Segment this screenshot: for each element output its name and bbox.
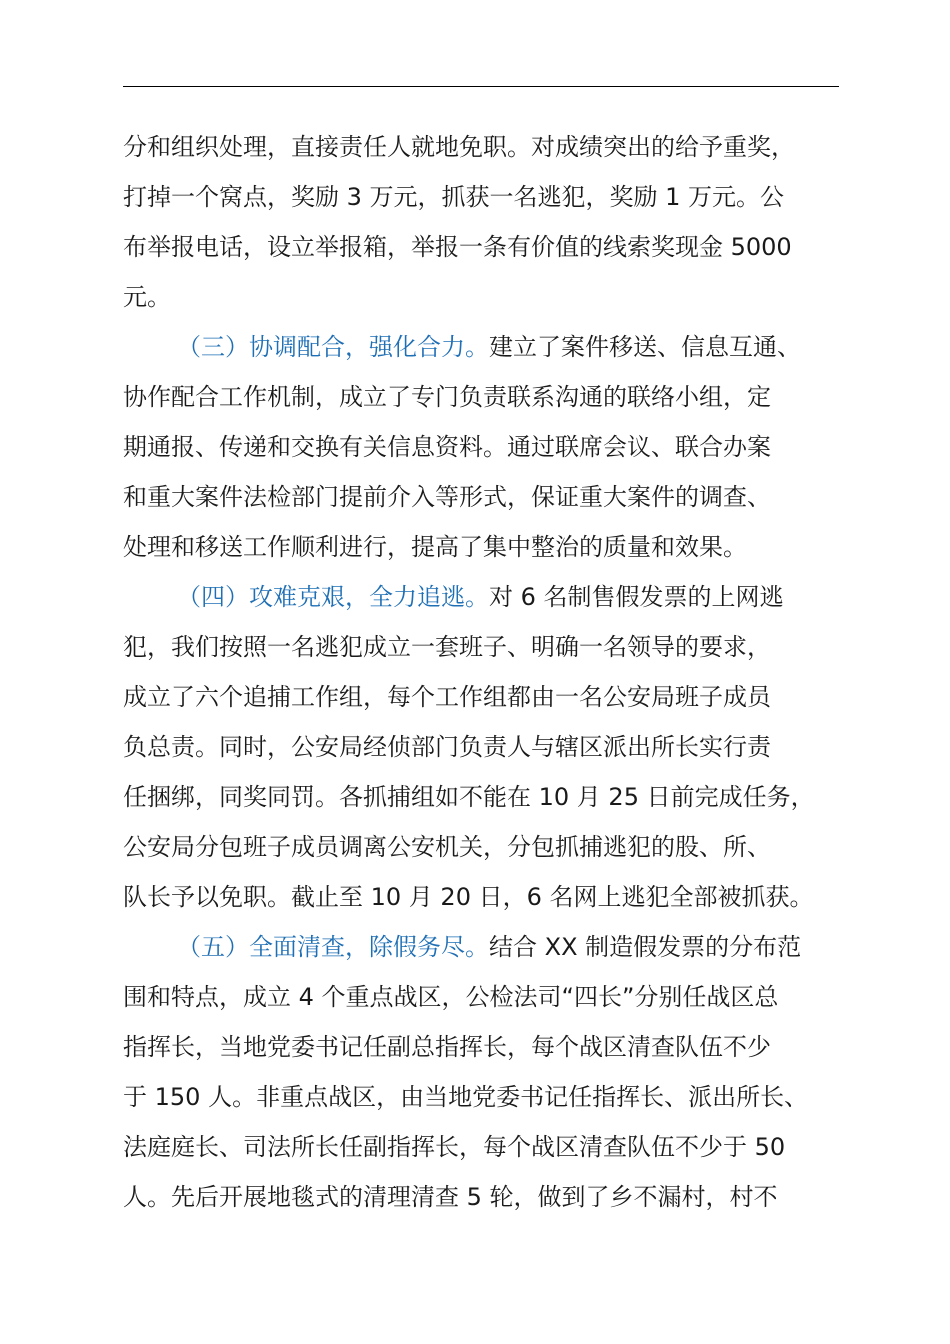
section-heading-line	[177, 922, 801, 972]
text-line	[123, 372, 771, 422]
line-text: 公安局分包班子成员调离公安机关，分包抓捕逃犯的股、所、	[123, 833, 771, 861]
line-text: 结合 XX 制造假发票的分布范	[489, 933, 802, 961]
line-text: 于 150 人。非重点战区，由当地党委书记任指挥长、派出所长、	[123, 1083, 809, 1111]
line-text: 分和组织处理，直接责任人就地免职。对成绩突出的给予重奖，	[123, 133, 795, 161]
section-heading-3: （三）协调配合，强化合力。	[177, 333, 489, 361]
line-text: 期通报、传递和交换有关信息资料。通过联席会议、联合办案	[123, 433, 771, 461]
header-rule	[123, 86, 839, 87]
line-text: 负总责。同时，公安局经侦部门负责人与辖区派出所长实行责	[123, 733, 771, 761]
line-text: 成立了六个追捕工作组，每个工作组都由一名公安局班子成员	[123, 683, 771, 711]
line-text: 和重大案件法检部门提前介入等形式，保证重大案件的调查、	[123, 483, 771, 511]
line-text: 协作配合工作机制，成立了专门负责联系沟通的联络小组，定	[123, 383, 771, 411]
section-heading-5: （五）全面清查，除假务尽。	[177, 933, 489, 961]
text-line	[123, 172, 784, 222]
section-heading-line	[177, 572, 784, 622]
line-text: 法庭庭长、司法所长任副指挥长，每个战区清查队伍不少于 50	[123, 1133, 786, 1161]
line-text: 元。	[123, 283, 171, 311]
text-line	[123, 422, 771, 472]
line-text: 任捆绑，同奖同罚。各抓捕组如不能在 10 月 25 日前完成任务，	[123, 783, 815, 811]
section-heading-line	[177, 322, 801, 372]
line-text: 围和特点，成立 4 个重点战区，公检法司“四长”分别任战区总	[123, 983, 779, 1011]
text-line	[123, 722, 771, 772]
line-text: 对 6 名制售假发票的上网逃	[489, 583, 784, 611]
text-line	[123, 122, 795, 172]
line-text: 队长予以免职。截止至 10 月 20 日，6 名网上逃犯全部被抓获。	[123, 883, 814, 911]
text-line	[123, 622, 771, 672]
text-line	[123, 972, 778, 1022]
section-heading-4: （四）攻难克艰，全力追逃。	[177, 583, 489, 611]
text-line	[123, 472, 771, 522]
text-line	[123, 1072, 808, 1122]
text-line	[123, 222, 792, 272]
text-line	[123, 1172, 778, 1222]
line-text: 人。先后开展地毯式的清理清查 5 轮，做到了乡不漏村，村不	[123, 1183, 778, 1211]
line-text: 指挥长，当地党委书记任副总指挥长，每个战区清查队伍不少	[123, 1033, 771, 1061]
text-line	[123, 1022, 771, 1072]
line-text: 布举报电话，设立举报箱，举报一条有价值的线索奖现金 5000	[123, 233, 792, 261]
text-line	[123, 772, 815, 822]
line-text: 犯，我们按照一名逃犯成立一套班子、明确一名领导的要求，	[123, 633, 771, 661]
text-line	[123, 822, 771, 872]
text-line	[123, 522, 747, 572]
line-text: 建立了案件移送、信息互通、	[489, 333, 801, 361]
text-line	[123, 272, 171, 322]
line-text: 打掉一个窝点，奖励 3 万元，抓获一名逃犯，奖励 1 万元。公	[123, 183, 785, 211]
line-text: 处理和移送工作顺利进行，提高了集中整治的质量和效果。	[123, 533, 747, 561]
text-line	[123, 672, 771, 722]
text-line	[123, 1122, 785, 1172]
text-line	[123, 872, 814, 922]
